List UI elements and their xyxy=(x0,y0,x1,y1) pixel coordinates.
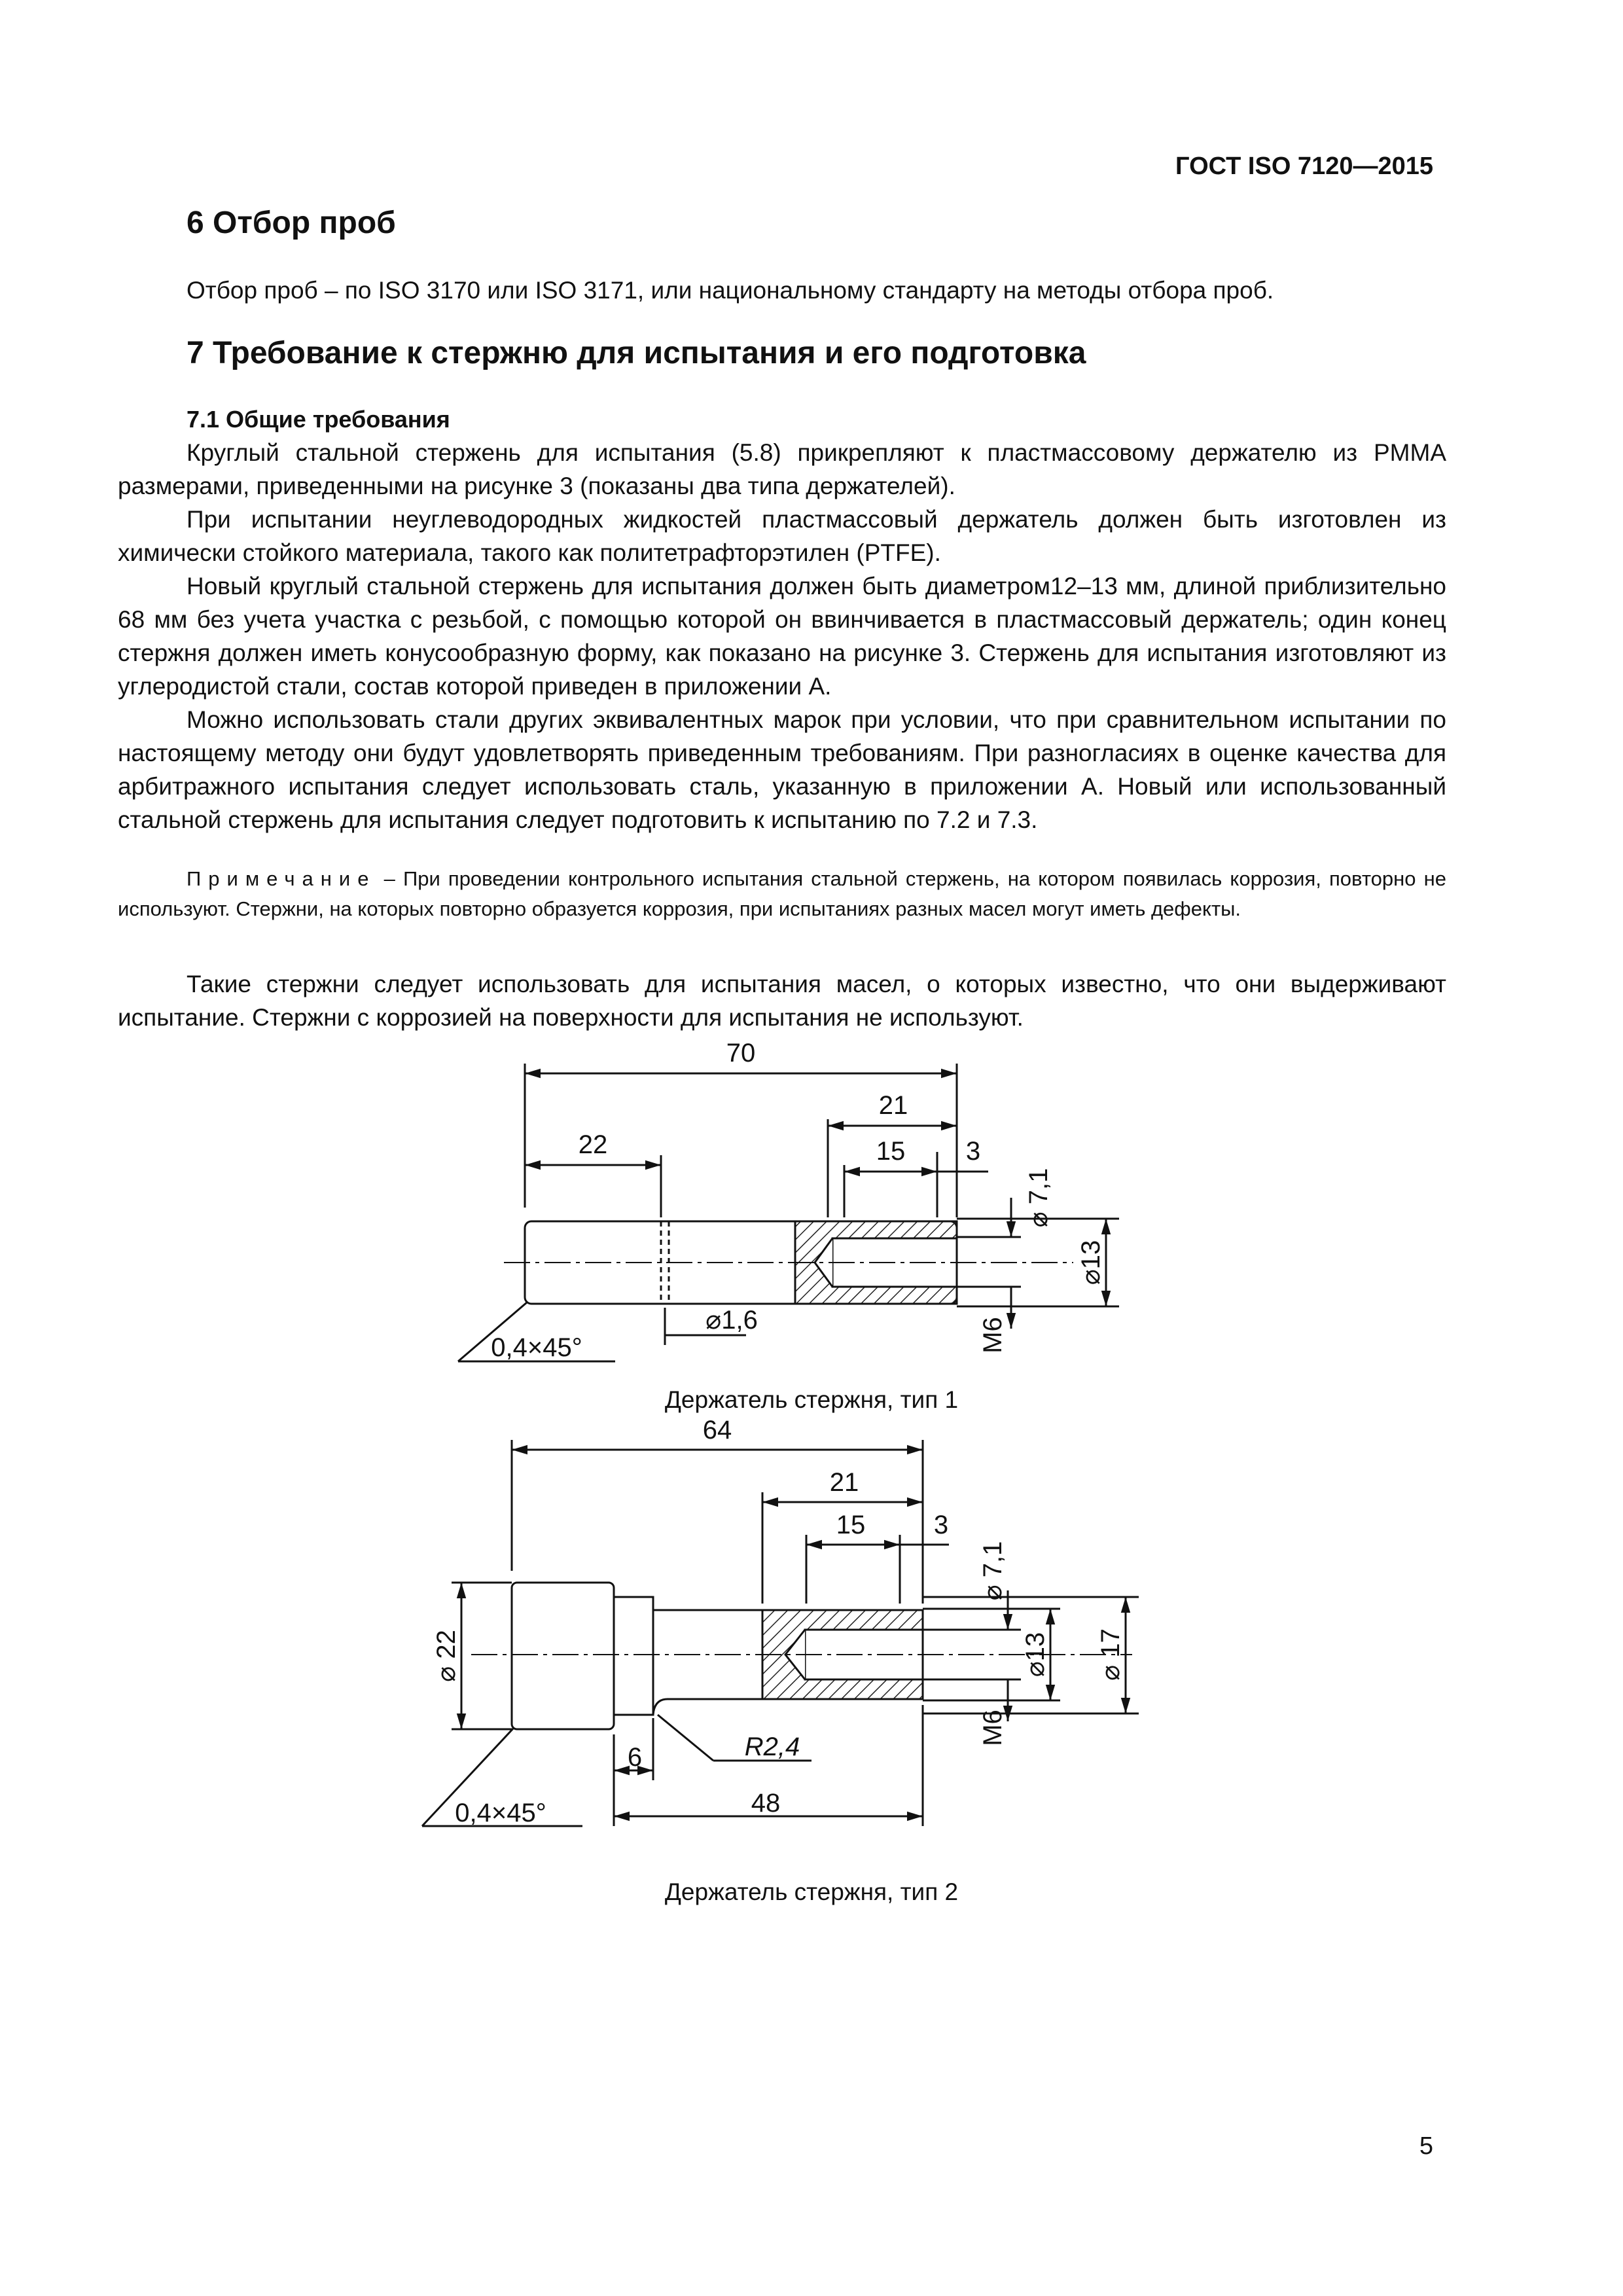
fig1-dim-d71: ⌀ 7,1 xyxy=(1024,1168,1053,1228)
fig2-dim-15: 15 xyxy=(836,1511,866,1539)
fig1-dim-21: 21 xyxy=(878,1091,908,1120)
fig1-dim-d16: ⌀1,6 xyxy=(705,1306,758,1335)
fig2-dim-d22: ⌀ 22 xyxy=(432,1630,461,1682)
fig1-dim-22: 22 xyxy=(578,1130,608,1159)
fig2-dim-64: 64 xyxy=(702,1416,732,1444)
section-6-title: 6 Отбор проб xyxy=(187,206,396,240)
fig2-dim-m6: M6 xyxy=(978,1710,1007,1746)
holder-head-2 xyxy=(512,1583,614,1729)
fig2-dim-d17: ⌀ 17 xyxy=(1096,1628,1125,1681)
section-7-1-title: 7.1 Общие требования xyxy=(187,406,450,433)
figure-1-caption: Держатель стержня, тип 1 xyxy=(664,1386,959,1413)
paragraph-1: Круглый стальной стержень для испытания (5.8) прикрепляют к пластмассовому держателю из PMMA размерами, приведенными на рисунке 3 (показаны два типа держателей). xyxy=(118,439,1446,499)
fig1-dim-m6: M6 xyxy=(978,1317,1007,1354)
paragraph-5: Такие стержни следует использовать для испытания масел, о которых известно, что они выдерживают испытание. Стержни с коррозией на поверхности для испытания не используют. xyxy=(118,971,1446,1031)
fig1-dim-3: 3 xyxy=(965,1137,981,1166)
paragraph-2: При испытании неуглеводородных жидкостей пластмассовый держатель должен быть изготовлен из химически стойкого материала, такого как политетрафторэтилен (PTFE). xyxy=(118,506,1446,566)
fig2-dim-3: 3 xyxy=(933,1511,949,1539)
fig2-dim-d71: ⌀ 7,1 xyxy=(978,1541,1007,1601)
standard-header: ГОСТ ISO 7120—2015 xyxy=(1175,152,1433,180)
fig2-dim-48: 48 xyxy=(751,1789,781,1818)
fig2-dim-chamfer: 0,4×45° xyxy=(455,1799,546,1827)
section-7-title: 7 Требование к стержню для испытания и его подготовка xyxy=(187,336,1086,370)
paragraph-4: Можно использовать стали других эквивалентных марок при условии, что при сравнительном испытании по настоящему методу они будут удовлетворять приведенным требованиям. При разногласиях в оценке качества для арбитражного испытания следует использовать сталь, указанную в приложении А. Новый или использованный стальной стержень для испытания следует подготовить к испытанию по 7.2 и 7.3. xyxy=(118,706,1446,833)
note xyxy=(118,864,1446,924)
fig1-dim-chamfer: 0,4×45° xyxy=(491,1333,582,1362)
paragraph-3: Новый круглый стальной стержень для испытания должен быть диаметром12–13 мм, длиной приблизительно 68 мм без учета участка с резьбой, с помощью которой он ввинчивается в пластмассовый держатель; один конец стержня должен иметь конусообразную форму, как показано на рисунке 3. Стержень для испытания изготовляют из углеродистой стали, состав которой приведен в приложении А. xyxy=(118,573,1446,700)
fig1-dim-d13: ⌀13 xyxy=(1077,1240,1105,1285)
fig2-dim-d13: ⌀13 xyxy=(1021,1632,1050,1677)
fig2-dim-21: 21 xyxy=(829,1468,859,1497)
fig2-dim-r24: R2,4 xyxy=(744,1732,800,1761)
fig1-dim-70: 70 xyxy=(726,1039,756,1067)
figure-2-caption: Держатель стержня, тип 2 xyxy=(664,1878,959,1905)
page-number: 5 xyxy=(1419,2132,1433,2160)
section-6-text: Отбор проб – по ISO 3170 или ISO 3171, или национальному стандарту на методы отбора проб. xyxy=(187,277,1274,304)
note-label: Примечание xyxy=(187,867,376,890)
fig2-dim-6: 6 xyxy=(627,1743,643,1772)
note-text: – При проведении контрольного испытания стальной стержень, на котором появилась коррозия, повторно не используют. Стержни, на которых повторно образуется коррозия, при испытаниях разных масел могут иметь дефекты. xyxy=(118,867,1446,920)
fig1-dim-15: 15 xyxy=(876,1137,906,1166)
